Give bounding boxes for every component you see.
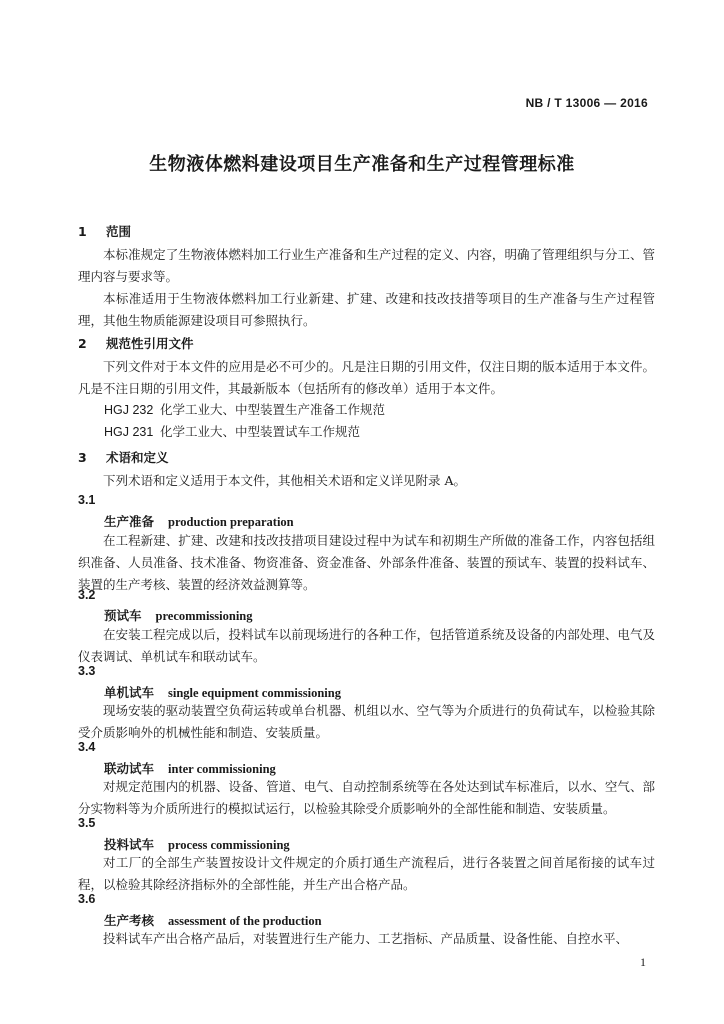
term-heading — [104, 911, 322, 929]
term-definition: 对工厂的全部生产装置按设计文件规定的介质打通生产流程后，进行各装置之间首尾衔接的试车过程，以检验其除经济指标外的全部性能，并生产出合格产品。 — [78, 855, 655, 892]
term-heading — [104, 759, 276, 777]
section-title: 规范性引用文件 — [106, 336, 194, 351]
section-number: 1 — [78, 224, 87, 239]
document-title: 生物液体燃料建设项目生产准备和生产过程管理标准 — [149, 154, 575, 175]
reference-item — [104, 400, 385, 418]
reference-code: HGJ 231 — [104, 425, 154, 439]
term-chinese: 联动试车 — [104, 761, 155, 776]
reference-title: 化学工业大、中型装置生产准备工作规范 — [160, 402, 386, 417]
term-number: 3.3 — [78, 664, 96, 678]
term-heading — [104, 606, 253, 624]
term-chinese: 生产准备 — [104, 514, 155, 529]
section-3-heading — [78, 448, 169, 466]
term-english: inter commissioning — [168, 762, 276, 776]
term-english: single equipment commissioning — [168, 686, 341, 700]
section-2-heading — [78, 334, 194, 352]
term-definition: 现场安装的驱动装置空负荷运转或单台机器、机组以水、空气等为介质进行的负荷试车，以检验其除受介质影响外的机械性能和制造、安装质量。 — [78, 703, 655, 740]
term-chinese: 投料试车 — [104, 837, 155, 852]
section-number: 2 — [78, 336, 87, 351]
section-title: 范围 — [106, 224, 132, 239]
term-english: assessment of the production — [168, 914, 322, 928]
reference-title: 化学工业大、中型装置试车工作规范 — [160, 424, 361, 439]
term-english: production preparation — [168, 515, 294, 529]
section-1-heading — [78, 222, 131, 240]
page-number: 1 — [640, 955, 646, 969]
term-definition: 对规定范围内的机器、设备、管道、电气、自动控制系统等在各处达到试车标准后，以水、空气、部分实物料等为介质所进行的模拟试运行，以检验其除受介质影响外的全部性能和制造、安装质量。 — [78, 779, 655, 816]
section-title: 术语和定义 — [106, 450, 169, 465]
term-heading — [104, 835, 290, 853]
section-3-paragraph-1: 下列术语和定义适用于本文件，其他相关术语和定义详见附录 A。 — [103, 473, 467, 488]
term-chinese: 单机试车 — [104, 685, 155, 700]
standard-code: NB / T 13006 — 2016 — [525, 96, 648, 110]
section-2-paragraph-1: 下列文件对于本文件的应用是必不可少的。凡是注日期的引用文件，仅注日期的版本适用于本文件。凡是不注日期的引用文件，其最新版本（包括所有的修改单）适用于本文件。 — [78, 359, 655, 396]
term-heading — [104, 683, 341, 701]
section-number: 3 — [78, 450, 87, 465]
term-number: 3.6 — [78, 892, 96, 906]
term-definition: 在安装工程完成以后，投料试车以前现场进行的各种工作，包括管道系统及设备的内部处理、电气及仪表调试、单机试车和联动试车。 — [78, 627, 655, 664]
term-number: 3.2 — [78, 588, 96, 602]
term-english: precommissioning — [155, 609, 253, 623]
term-heading — [104, 512, 294, 530]
term-chinese: 预试车 — [104, 608, 142, 623]
reference-item — [104, 422, 360, 440]
term-definition: 在工程新建、扩建、改建和技改技措项目建设过程中为试车和初期生产所做的准备工作，内容包括组织准备、人员准备、技术准备、物资准备、资金准备、外部条件准备、装置的预试车、装置的投料试车、装置的生产考核、装置的经济效益测算等。 — [78, 533, 655, 592]
term-chinese: 生产考核 — [104, 913, 155, 928]
section-1-paragraph-1: 本标准规定了生物液体燃料加工行业生产准备和生产过程的定义、内容，明确了管理组织与分工、管理内容与要求等。 — [78, 247, 655, 284]
term-english: process commissioning — [168, 838, 290, 852]
term-definition: 投料试车产出合格产品后，对装置进行生产能力、工艺指标、产品质量、设备性能、自控水平、 — [103, 931, 629, 946]
term-number: 3.1 — [78, 493, 96, 507]
reference-code: HGJ 232 — [104, 403, 154, 417]
term-number: 3.5 — [78, 816, 96, 830]
section-1-paragraph-2: 本标准适用于生物液体燃料加工行业新建、扩建、改建和技改技措等项目的生产准备与生产过程管理，其他生物质能源建设项目可参照执行。 — [78, 291, 655, 328]
term-number: 3.4 — [78, 740, 96, 754]
